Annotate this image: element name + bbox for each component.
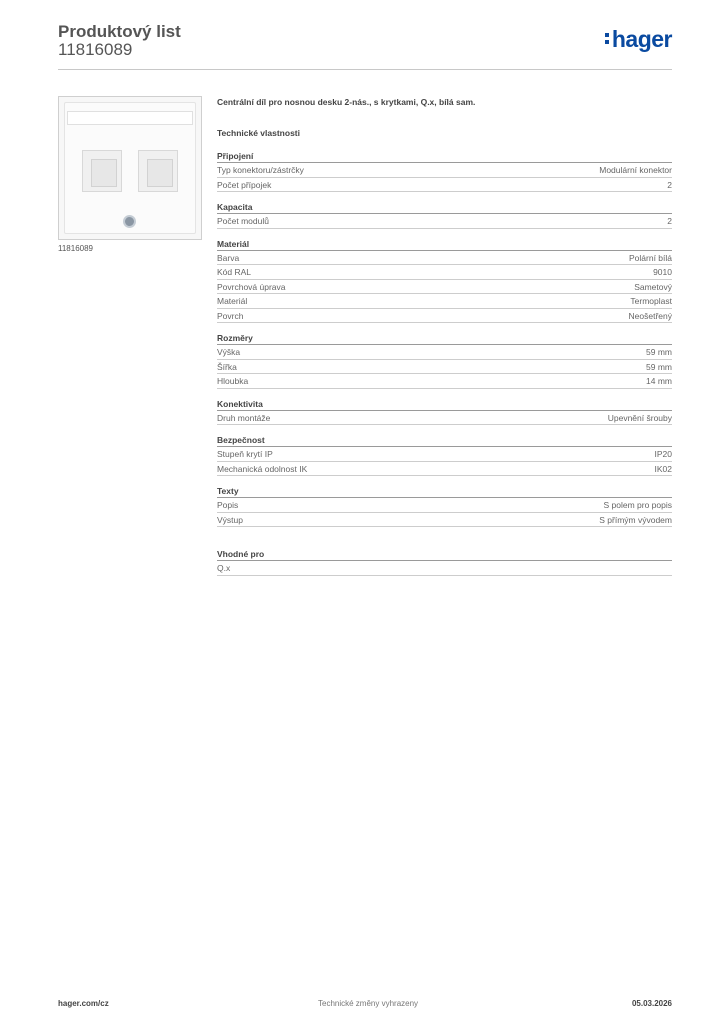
label-strip — [67, 111, 193, 125]
cover-plate — [64, 102, 196, 234]
product-description: Centrální díl pro nosnou desku 2-nás., s krytkami, Q.x, bílá sam. — [217, 97, 476, 107]
spec-row — [217, 178, 672, 193]
spec-row — [217, 294, 672, 309]
spec-group — [217, 150, 672, 192]
spec-label: Typ konektoru/zástrčky — [217, 165, 304, 175]
document-title: Produktový list — [58, 22, 181, 41]
page-footer — [58, 996, 672, 1016]
suitable-for-title: Vhodné pro — [217, 548, 672, 561]
spec-value: IK02 — [654, 463, 672, 474]
spec-value: S polem pro popis — [603, 500, 672, 510]
spec-label: Druh montáže — [217, 412, 271, 423]
logo-text: hager — [611, 26, 672, 52]
spec-row — [217, 513, 672, 528]
image-caption: 11816089 — [58, 244, 93, 253]
spec-label: Popis — [217, 500, 239, 510]
spec-value: S přímým vývodem — [599, 514, 672, 525]
spec-label: Počet přípojek — [217, 179, 272, 190]
spec-row — [217, 163, 672, 178]
spec-value: Polární bílá — [629, 252, 672, 263]
spec-group-title: Texty — [217, 485, 672, 498]
spec-group — [217, 332, 672, 389]
spec-row — [217, 411, 672, 426]
spec-row — [217, 345, 672, 360]
suitable-for-group — [217, 548, 672, 576]
spec-value: Neošetřený — [628, 310, 672, 321]
spec-value: Upevnění šrouby — [607, 412, 672, 423]
spec-content — [217, 96, 672, 585]
spec-label: Q.x — [217, 563, 231, 573]
spec-group-title: Materiál — [217, 238, 672, 251]
spec-label: Výška — [217, 347, 241, 357]
spec-value: 14 mm — [646, 376, 672, 386]
product-number: 11816089 — [58, 40, 133, 59]
spec-label: Materiál — [217, 296, 248, 306]
spec-value: Termoplast — [630, 296, 672, 306]
spec-group-title: Kapacita — [217, 201, 672, 214]
footer-notice: Technické změny vyhrazeny — [318, 999, 419, 1008]
spec-label: Povrch — [217, 310, 244, 321]
spec-label: Hloubka — [217, 376, 249, 386]
spec-label: Kód RAL — [217, 267, 252, 277]
spec-group — [217, 201, 672, 229]
connector-port-left — [82, 150, 122, 192]
screw-icon — [123, 215, 136, 228]
spec-row — [217, 265, 672, 280]
spec-group-title: Bezpečnost — [217, 434, 672, 447]
spec-row — [217, 447, 672, 462]
hager-logo — [605, 26, 672, 53]
spec-row — [217, 374, 672, 389]
spec-group — [217, 434, 672, 476]
spec-group — [217, 485, 672, 527]
spec-group — [217, 238, 672, 324]
spec-value: IP20 — [654, 449, 672, 459]
spec-label: Mechanická odolnost IK — [217, 463, 308, 474]
spec-groups — [217, 150, 672, 527]
spec-row — [217, 309, 672, 324]
spec-row — [217, 498, 672, 513]
spec-group-title: Konektivita — [217, 398, 672, 411]
spec-value: 9010 — [653, 267, 672, 277]
spec-row — [217, 214, 672, 229]
spec-value: 2 — [667, 179, 672, 190]
product-image — [58, 96, 202, 240]
spec-label: Šířka — [217, 361, 237, 372]
spec-group-title: Rozměry — [217, 332, 672, 345]
spec-group-title: Připojení — [217, 150, 672, 163]
footer-website: hager.com/cz — [58, 999, 109, 1008]
page-header — [58, 20, 672, 70]
spec-value: 59 mm — [646, 347, 672, 357]
spec-row — [217, 251, 672, 266]
spec-label: Povrchová úprava — [217, 281, 286, 292]
spec-row — [217, 462, 672, 477]
spec-value: 59 mm — [646, 361, 672, 372]
spec-label: Stupeň krytí IP — [217, 449, 273, 459]
spec-row — [217, 280, 672, 295]
spec-row — [217, 561, 672, 576]
spec-value: Modulární konektor — [599, 165, 672, 175]
spec-value: Sametový — [634, 281, 672, 292]
technical-properties-heading: Technické vlastnosti — [217, 128, 300, 138]
spec-value: 2 — [667, 216, 672, 226]
spec-group — [217, 398, 672, 426]
spec-label: Výstup — [217, 514, 243, 525]
spec-label: Barva — [217, 252, 240, 263]
spec-label: Počet modulů — [217, 216, 269, 226]
spec-row — [217, 360, 672, 375]
connector-port-right — [138, 150, 178, 192]
footer-date: 05.03.2026 — [631, 999, 672, 1008]
